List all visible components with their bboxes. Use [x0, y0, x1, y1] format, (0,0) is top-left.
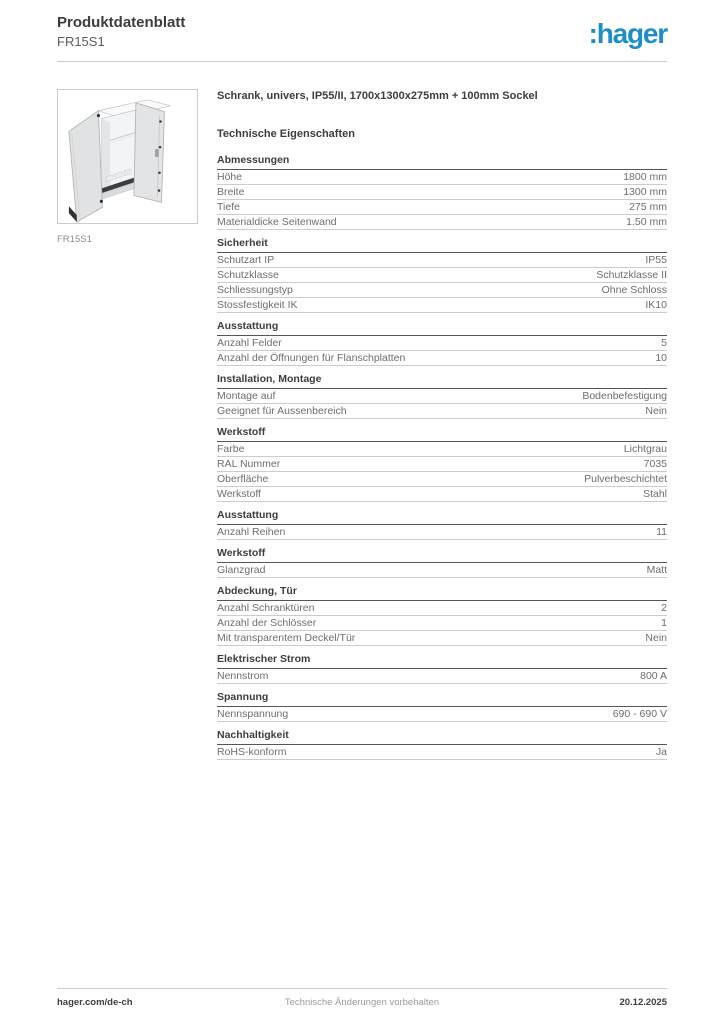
spec-value: Bodenbefestigung	[582, 390, 667, 402]
spec-value: 10	[655, 352, 667, 364]
page-footer	[57, 988, 667, 1008]
spec-row	[217, 745, 667, 760]
spec-section	[217, 692, 667, 722]
footer-website-link[interactable]: hager.com/de-ch	[57, 997, 133, 1008]
spec-section-title: Werkstoff	[217, 427, 667, 442]
spec-value: IK10	[645, 299, 667, 311]
product-image	[57, 89, 198, 224]
spec-row	[217, 351, 667, 366]
spec-label: RAL Nummer	[217, 458, 281, 470]
page-header	[0, 0, 724, 49]
spec-value: IP55	[645, 254, 667, 266]
spec-section	[217, 238, 667, 313]
spec-row	[217, 389, 667, 404]
spec-section	[217, 155, 667, 230]
spec-rows	[217, 389, 667, 419]
spec-row	[217, 336, 667, 351]
spec-rows	[217, 707, 667, 722]
spec-section	[217, 510, 667, 540]
spec-rows	[217, 525, 667, 540]
spec-row	[217, 472, 667, 487]
spec-row	[217, 404, 667, 419]
spec-row	[217, 457, 667, 472]
spec-rows	[217, 253, 667, 313]
product-title: Schrank, univers, IP55/II, 1700x1300x275mm + 100mm Sockel	[217, 90, 538, 102]
spec-label: RoHS-konform	[217, 746, 287, 758]
spec-row	[217, 268, 667, 283]
spec-value: 1300 mm	[623, 186, 667, 198]
spec-rows	[217, 669, 667, 684]
header-text-block	[57, 14, 185, 49]
spec-row	[217, 442, 667, 457]
spec-label: Oberfläche	[217, 473, 269, 485]
spec-label: Nennstrom	[217, 670, 269, 682]
footer-disclaimer: Technische Änderungen vorbehalten	[284, 997, 440, 1008]
spec-label: Glanzgrad	[217, 564, 266, 576]
product-image-caption: FR15S1	[57, 234, 92, 245]
spec-row	[217, 631, 667, 646]
spec-value: 5	[661, 337, 667, 349]
spec-label: Anzahl Schranktüren	[217, 602, 315, 614]
spec-rows	[217, 601, 667, 646]
spec-row	[217, 669, 667, 684]
spec-sections-container	[217, 155, 667, 760]
spec-row	[217, 185, 667, 200]
spec-label: Schutzklasse	[217, 269, 279, 281]
spec-row	[217, 200, 667, 215]
spec-section-title: Elektrischer Strom	[217, 654, 667, 669]
spec-section-title: Ausstattung	[217, 510, 667, 525]
spec-section	[217, 427, 667, 502]
spec-row	[217, 616, 667, 631]
spec-label: Schutzart IP	[217, 254, 275, 266]
spec-value: 275 mm	[629, 201, 667, 213]
spec-row	[217, 601, 667, 616]
spec-rows	[217, 336, 667, 366]
content-area	[0, 62, 724, 768]
spec-section-title: Abmessungen	[217, 155, 667, 170]
spec-row	[217, 563, 667, 578]
spec-label: Schliessungstyp	[217, 284, 293, 296]
spec-value: Schutzklasse II	[596, 269, 667, 281]
spec-label: Anzahl der Öffnungen für Flanschplatten	[217, 352, 406, 364]
main-column	[217, 89, 667, 768]
spec-label: Stossfestigkeit IK	[217, 299, 298, 311]
spec-value: 1.50 mm	[626, 216, 667, 228]
spec-label: Mit transparentem Deckel/Tür	[217, 632, 356, 644]
spec-section-title: Sicherheit	[217, 238, 667, 253]
spec-value: Stahl	[643, 488, 667, 500]
hager-logo: :hager	[588, 18, 667, 49]
spec-row	[217, 253, 667, 268]
spec-value: Ohne Schloss	[601, 284, 667, 296]
spec-label: Werkstoff	[217, 488, 261, 500]
spec-label: Anzahl Reihen	[217, 526, 286, 538]
document-title: Produktdatenblatt	[57, 14, 186, 31]
left-column	[57, 89, 217, 768]
spec-value: 690 - 690 V	[612, 708, 667, 720]
spec-value: Pulverbeschichtet	[584, 473, 667, 485]
product-reference: FR15S1	[57, 34, 105, 49]
technical-characteristics-heading: Technische Eigenschaften	[217, 128, 355, 140]
spec-section	[217, 654, 667, 684]
spec-section-title: Spannung	[217, 692, 667, 707]
spec-value: 1	[661, 617, 667, 629]
spec-row	[217, 298, 667, 313]
spec-label: Breite	[217, 186, 245, 198]
spec-row	[217, 283, 667, 298]
spec-label: Farbe	[217, 443, 245, 455]
spec-value: 7035	[643, 458, 667, 470]
spec-value: 1800 mm	[623, 171, 667, 183]
spec-row	[217, 707, 667, 722]
spec-label: Geeignet für Aussenbereich	[217, 405, 347, 417]
spec-rows	[217, 442, 667, 502]
spec-section	[217, 374, 667, 419]
spec-value: Lichtgrau	[623, 443, 667, 455]
spec-value: Nein	[645, 405, 667, 417]
spec-label: Anzahl der Schlösser	[217, 617, 317, 629]
spec-section	[217, 548, 667, 578]
spec-section-title: Installation, Montage	[217, 374, 667, 389]
spec-value: 11	[656, 526, 667, 538]
spec-label: Materialdicke Seitenwand	[217, 216, 337, 228]
footer-row	[57, 997, 667, 1008]
spec-label: Höhe	[217, 171, 243, 183]
spec-label: Tiefe	[217, 201, 240, 213]
spec-value: 2	[661, 602, 667, 614]
spec-label: Anzahl Felder	[217, 337, 282, 349]
spec-value: Matt	[646, 564, 667, 576]
spec-rows	[217, 170, 667, 230]
cabinet-illustration	[58, 90, 197, 223]
spec-rows	[217, 563, 667, 578]
spec-section	[217, 586, 667, 646]
spec-row	[217, 170, 667, 185]
spec-label: Nennspannung	[217, 708, 289, 720]
spec-section-title: Abdeckung, Tür	[217, 586, 667, 601]
spec-value: Nein	[645, 632, 667, 644]
spec-value: 800 A	[640, 670, 667, 682]
spec-row	[217, 487, 667, 502]
spec-value: Ja	[655, 746, 667, 758]
spec-section	[217, 730, 667, 760]
spec-label: Montage auf	[217, 390, 276, 402]
footer-date: 20.12.2025	[619, 997, 667, 1008]
spec-section-title: Nachhaltigkeit	[217, 730, 667, 745]
spec-section-title: Werkstoff	[217, 548, 667, 563]
spec-rows	[217, 745, 667, 760]
spec-section-title: Ausstattung	[217, 321, 667, 336]
spec-row	[217, 215, 667, 230]
spec-row	[217, 525, 667, 540]
spec-section	[217, 321, 667, 366]
